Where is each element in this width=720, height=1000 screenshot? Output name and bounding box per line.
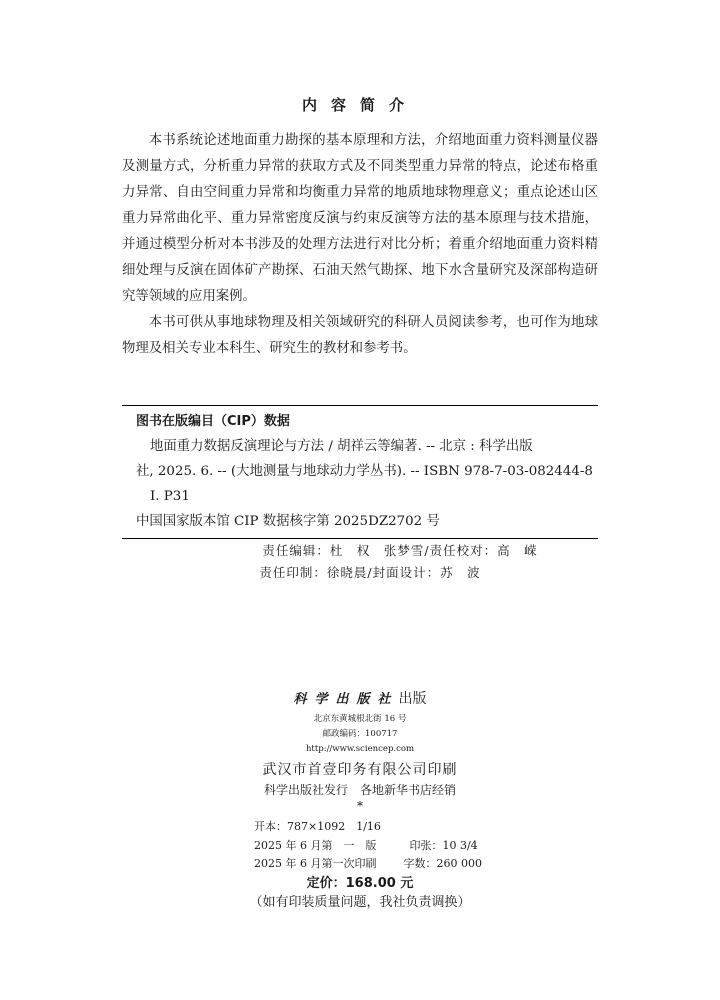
printer-line: 武汉市首壹印务有限公司印刷	[262, 762, 458, 778]
publisher-block	[0, 688, 720, 813]
publisher-suffix: 出版	[398, 691, 427, 707]
editors-block	[0, 540, 720, 584]
publisher-logo: 科学出版社	[293, 692, 399, 707]
print-line	[254, 855, 494, 874]
editors-line-1: 责任编辑：杜 权 张梦雪/责任校对：高 嵘	[262, 543, 538, 558]
edition-line	[254, 837, 494, 856]
cip-line-4: 中国国家版本馆 CIP 数据核字第 2025DZ2702 号	[136, 514, 440, 529]
summary-paragraph-1: 本书系统论述地面重力勘探的基本原理和方法，介绍地面重力资料测量仪器及测量方式，分析重力异常的获取方式及不同类型重力异常的特点，论述布格重力异常、自由空间重力异常和均衡重力异常的地质地球物理意义；重点论述山区重力异常曲化平、重力异常密度反演与约束反演等方法的基本原理与技术措施，并通过模型分析对本书涉及的处理方法进行对比分析；着重介绍地面重力资料精细处理与反演在固体矿产勘探、石油天然气勘探、地下水含量研究及深部构造研究等领域的应用案例。	[122, 133, 598, 304]
edition-date: 2025 年 6 月第 一 版	[254, 838, 377, 852]
publisher-website: http://www.sciencep.com	[305, 744, 415, 754]
cip-heading: 图书在版编目（CIP）数据	[136, 414, 290, 429]
publisher-line	[0, 688, 720, 708]
specs-block	[254, 818, 494, 874]
separator-star: *	[357, 799, 363, 813]
quality-notice: （如有印装质量问题，我社负责调换）	[249, 895, 471, 910]
summary-body	[122, 128, 598, 362]
summary-title: 内容简介	[301, 96, 418, 114]
cip-top-rule	[122, 405, 598, 406]
publisher-postcode: 邮政编码：100717	[322, 729, 398, 739]
price: 定价：168.00 元	[306, 876, 414, 891]
summary-paragraph-2: 本书可供从事地球物理及相关领域研究的科研人员阅读参考，也可作为地球物理及相关专业本科生、研究生的教材和参考书。	[122, 315, 598, 356]
sheets-count: 印张：10 3/4	[409, 838, 478, 852]
cip-bottom-rule	[122, 538, 598, 539]
cip-line-3: I. P31	[150, 489, 190, 504]
cip-line-1: 地面重力数据反演理论与方法 / 胡祥云等编著. -- 北京 : 科学出版	[150, 439, 533, 454]
cip-line-2: 社, 2025. 6. -- (大地测量与地球动力学丛书). -- ISBN 978-7-03-082444-8	[136, 464, 593, 479]
publisher-address: 北京东黄城根北街 16 号	[313, 714, 407, 724]
format-line: 开本：787×1092 1/16	[254, 820, 381, 833]
editors-line-2: 责任印制：徐晓晨/封面设计：苏 波	[259, 565, 481, 580]
word-count: 字数：260 000	[403, 857, 482, 870]
print-date: 2025 年 6 月第一次印刷	[254, 857, 377, 870]
distribution-line: 科学出版社发行 各地新华书店经销	[263, 783, 456, 797]
cip-block	[122, 409, 598, 534]
